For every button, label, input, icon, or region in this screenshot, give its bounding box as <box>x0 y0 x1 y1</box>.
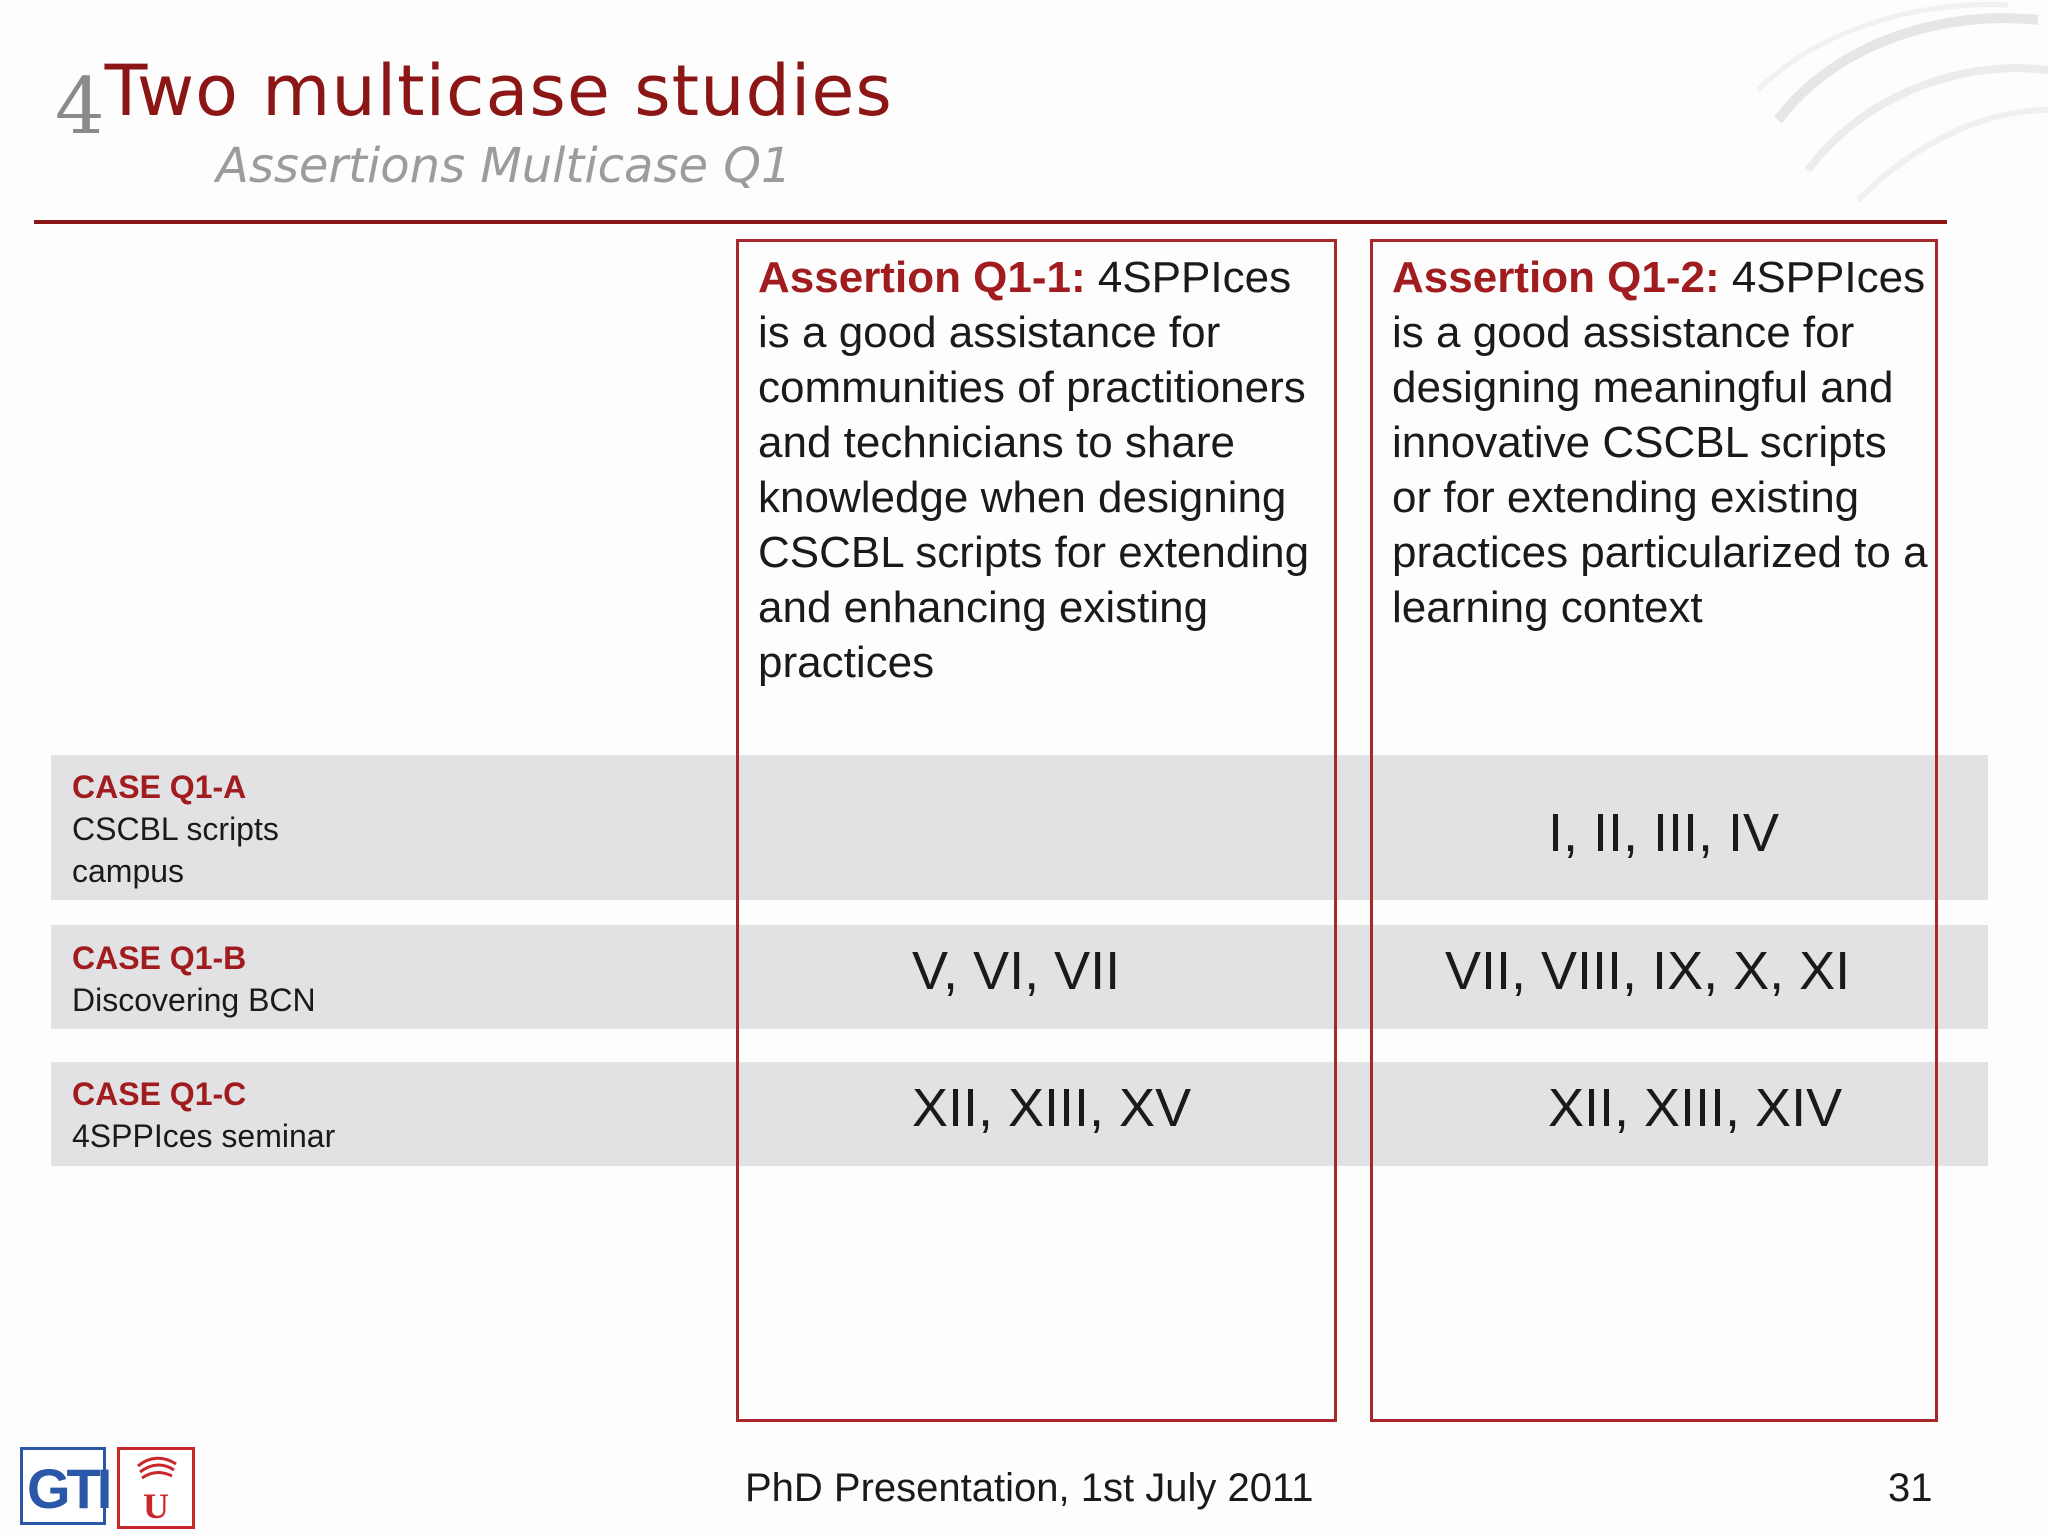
university-logo <box>117 1447 195 1529</box>
case-q1-c-assertion-q1-2-refs: XII, XIII, XIV <box>1548 1078 1843 1138</box>
case-q1-b-assertion-q1-1-refs: V, VI, VII <box>912 941 1121 1001</box>
case-q1-a-line1: CSCBL scripts <box>72 811 279 847</box>
assertion-q1-2-text: 4SPPIces is a good assistance for designing meaningful and innovative CSCBL scripts or for extending existing practices particularized to a learning context <box>1392 253 1928 632</box>
university-logo-letter: U <box>143 1486 169 1526</box>
page-number: 31 <box>1888 1466 1933 1510</box>
case-q1-c-assertion-q1-1-refs: XII, XIII, XV <box>912 1078 1192 1138</box>
case-q1-a <box>72 766 279 892</box>
slide-title: Two multicase studies <box>104 50 893 132</box>
case-q1-a-id: CASE Q1-A <box>72 769 247 805</box>
slide-subtitle: Assertions Multicase Q1 <box>216 138 792 194</box>
title-divider <box>34 220 1947 224</box>
gti-logo <box>20 1447 109 1525</box>
assertion-q1-2 <box>1392 250 1932 635</box>
slide-title-number: 4 <box>55 62 105 152</box>
assertion-q1-1-text: 4SPPIces is a good assistance for communities of practitioners and technicians to share knowledge when designing CSCBL scripts for extending and enhancing existing practices <box>758 253 1310 687</box>
gti-logo-text: GTI <box>27 1457 109 1520</box>
case-q1-c-id: CASE Q1-C <box>72 1076 247 1112</box>
case-q1-c-line1: 4SPPIces seminar <box>72 1118 336 1154</box>
case-q1-b <box>72 937 316 1021</box>
case-q1-c <box>72 1073 335 1157</box>
assertion-q1-1 <box>758 250 1328 690</box>
footer-text: PhD Presentation, 1st July 2011 <box>745 1466 1314 1510</box>
case-q1-b-assertion-q1-2-refs: VII, VIII, IX, X, XI <box>1445 941 1851 1001</box>
assertion-q1-2-label: Assertion Q1-2: <box>1392 253 1720 302</box>
case-q1-b-id: CASE Q1-B <box>72 940 247 976</box>
decorative-swoosh <box>1748 0 2048 220</box>
case-q1-a-assertion-q1-2-refs: I, II, III, IV <box>1548 803 1780 863</box>
university-emblem-icon <box>120 1450 192 1526</box>
case-q1-a-line2: campus <box>72 853 185 889</box>
slide-title-block <box>55 44 893 152</box>
case-q1-b-line1: Discovering BCN <box>72 982 316 1018</box>
assertion-q1-1-label: Assertion Q1-1: <box>758 253 1086 302</box>
